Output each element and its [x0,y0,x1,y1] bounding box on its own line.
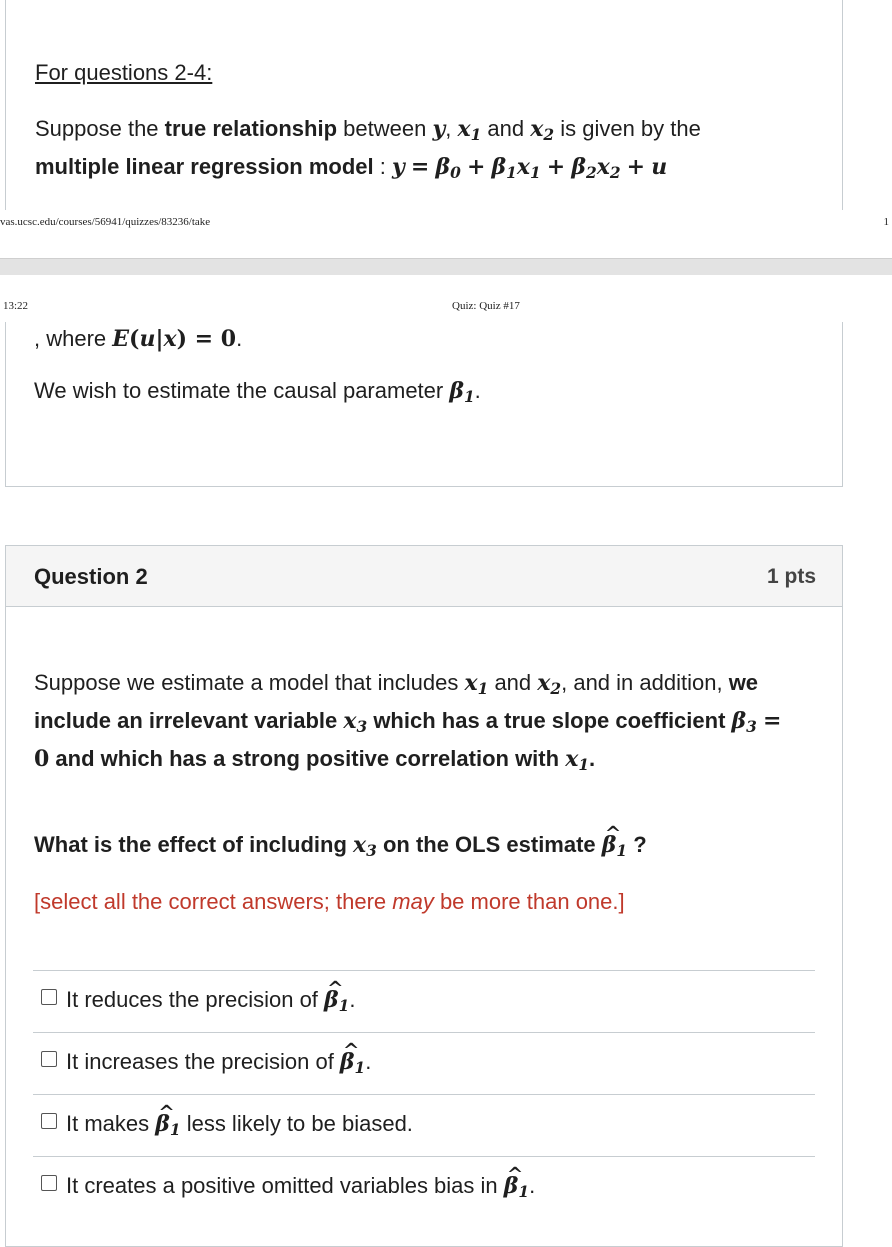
question-instruction: [select all the correct answers; there may be more than one.] [34,889,625,914]
answer-checkbox[interactable] [41,1175,57,1191]
where-clause: , where E(u|x) = 0. [34,326,243,352]
answer-checkbox[interactable] [41,1051,57,1067]
question-header [6,546,842,607]
answer-checkbox[interactable] [41,989,57,1005]
answer-option[interactable] [33,1094,815,1156]
question-points: 1 pts [766,565,816,588]
answer-option[interactable] [33,970,815,1032]
answer-checkbox[interactable] [41,1113,57,1129]
page-separator [0,258,892,275]
print-title: Quiz: Quiz #17 [452,300,520,312]
answer-label[interactable]: It increases the precision of ^ $\beta_1$. [66,1049,371,1075]
preamble-heading: For questions 2-4: [35,60,213,85]
answer-option[interactable] [33,1156,815,1218]
preamble-paragraph: Suppose the true relationship between y, $x_1$ and $x_2$ is given by the multiple linear regression model : $y = \beta_0 + \beta_1x_1 + \beta_2x_2 + u$ [35,116,701,182]
answer-label[interactable]: It reduces the precision of ^ $\beta_1$. [66,987,355,1013]
print-page-number: 1 [883,216,889,228]
answer-label[interactable]: It makes ^ $\beta_1$ less likely to be biased. [66,1111,413,1137]
question-title: Question 2 [34,564,148,589]
answer-list [33,970,815,1218]
answer-option[interactable] [33,1032,815,1094]
answer-label[interactable]: It creates a positive omitted variables bias in ^ $\beta_1$. [66,1173,535,1199]
preamble-card-continued [5,322,843,487]
print-url: vas.ucsc.edu/courses/56941/quizzes/83236/take [0,216,211,228]
question-ask: What is the effect of including $x_3$ on the OLS estimate ^ $\beta_1$ ? [34,832,647,858]
preamble-card [5,0,843,210]
question-text: Suppose we estimate a model that includes $x_1$ and $x_2$, and in addition, we include an irrelevant variable $x_3$ which has a true slope coefficient $\beta_3 = 0$ and which has a strong positive correlation with $x_1$. [34,670,782,774]
wish-sentence: We wish to estimate the causal parameter $\beta_1$. [34,378,481,406]
print-time: 13:22 [3,300,29,312]
question-card [5,545,843,1247]
